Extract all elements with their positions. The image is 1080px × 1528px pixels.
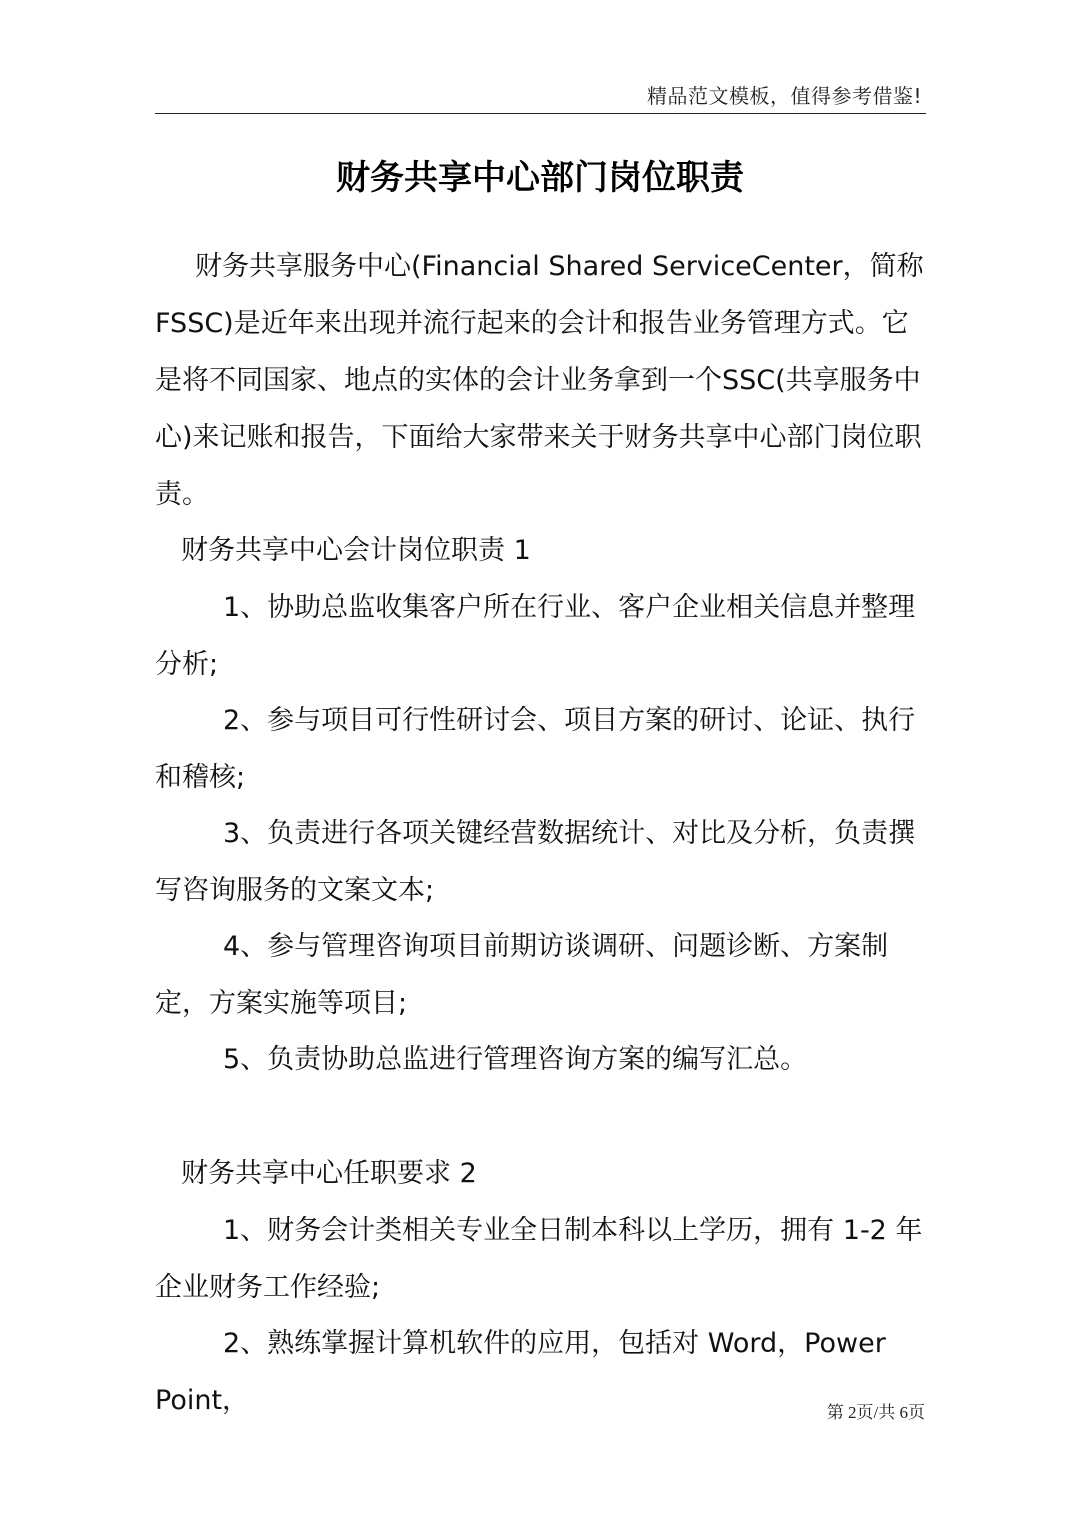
section-1-item-3: 3、负责进行各项关键经营数据统计、对比及分析，负责撰写咨询服务的文案文本; <box>155 818 916 906</box>
page-number-footer: 第 2页/共 6页 <box>826 1403 925 1422</box>
section-heading-1: 财务共享中心会计岗位职责 1 <box>181 535 531 566</box>
section-1-item-5: 5、负责协助总监进行管理咨询方案的编写汇总。 <box>223 1044 808 1075</box>
section-2-item-2: 2、熟练掌握计算机软件的应用，包括对 Word，Power Point， <box>155 1328 886 1416</box>
document-title: 财务共享中心部门岗位职责 <box>336 158 744 198</box>
section-heading-2: 财务共享中心任职要求 2 <box>181 1158 477 1189</box>
section-1-item-2: 2、参与项目可行性研讨会、项目方案的研讨、论证、执行和稽核; <box>155 705 916 793</box>
section-1-item-4: 4、参与管理咨询项目前期访谈调研、问题诊断、方案制定，方案实施等项目; <box>155 931 889 1019</box>
section-1-item-1: 1、协助总监收集客户所在行业、客户企业相关信息并整理分析; <box>155 592 916 680</box>
intro-paragraph: 财务共享服务中心(Financial Shared ServiceCenter，简称FSSC)是近年来出现并流行起来的会计和报告业务管理方式。它是将不同国家、地点的实体的会计业务拿到一个SSC(共享服务中心)来记账和报告，下面给大家带来关于财务共享中心部门岗位职责。 <box>155 251 924 510</box>
page-header-text: 精品范文模板，值得参考借鉴! <box>646 84 922 108</box>
header-divider <box>155 113 926 114</box>
section-2-item-1: 1、财务会计类相关专业全日制本科以上学历，拥有 1-2 年企业财务工作经验; <box>155 1215 923 1303</box>
